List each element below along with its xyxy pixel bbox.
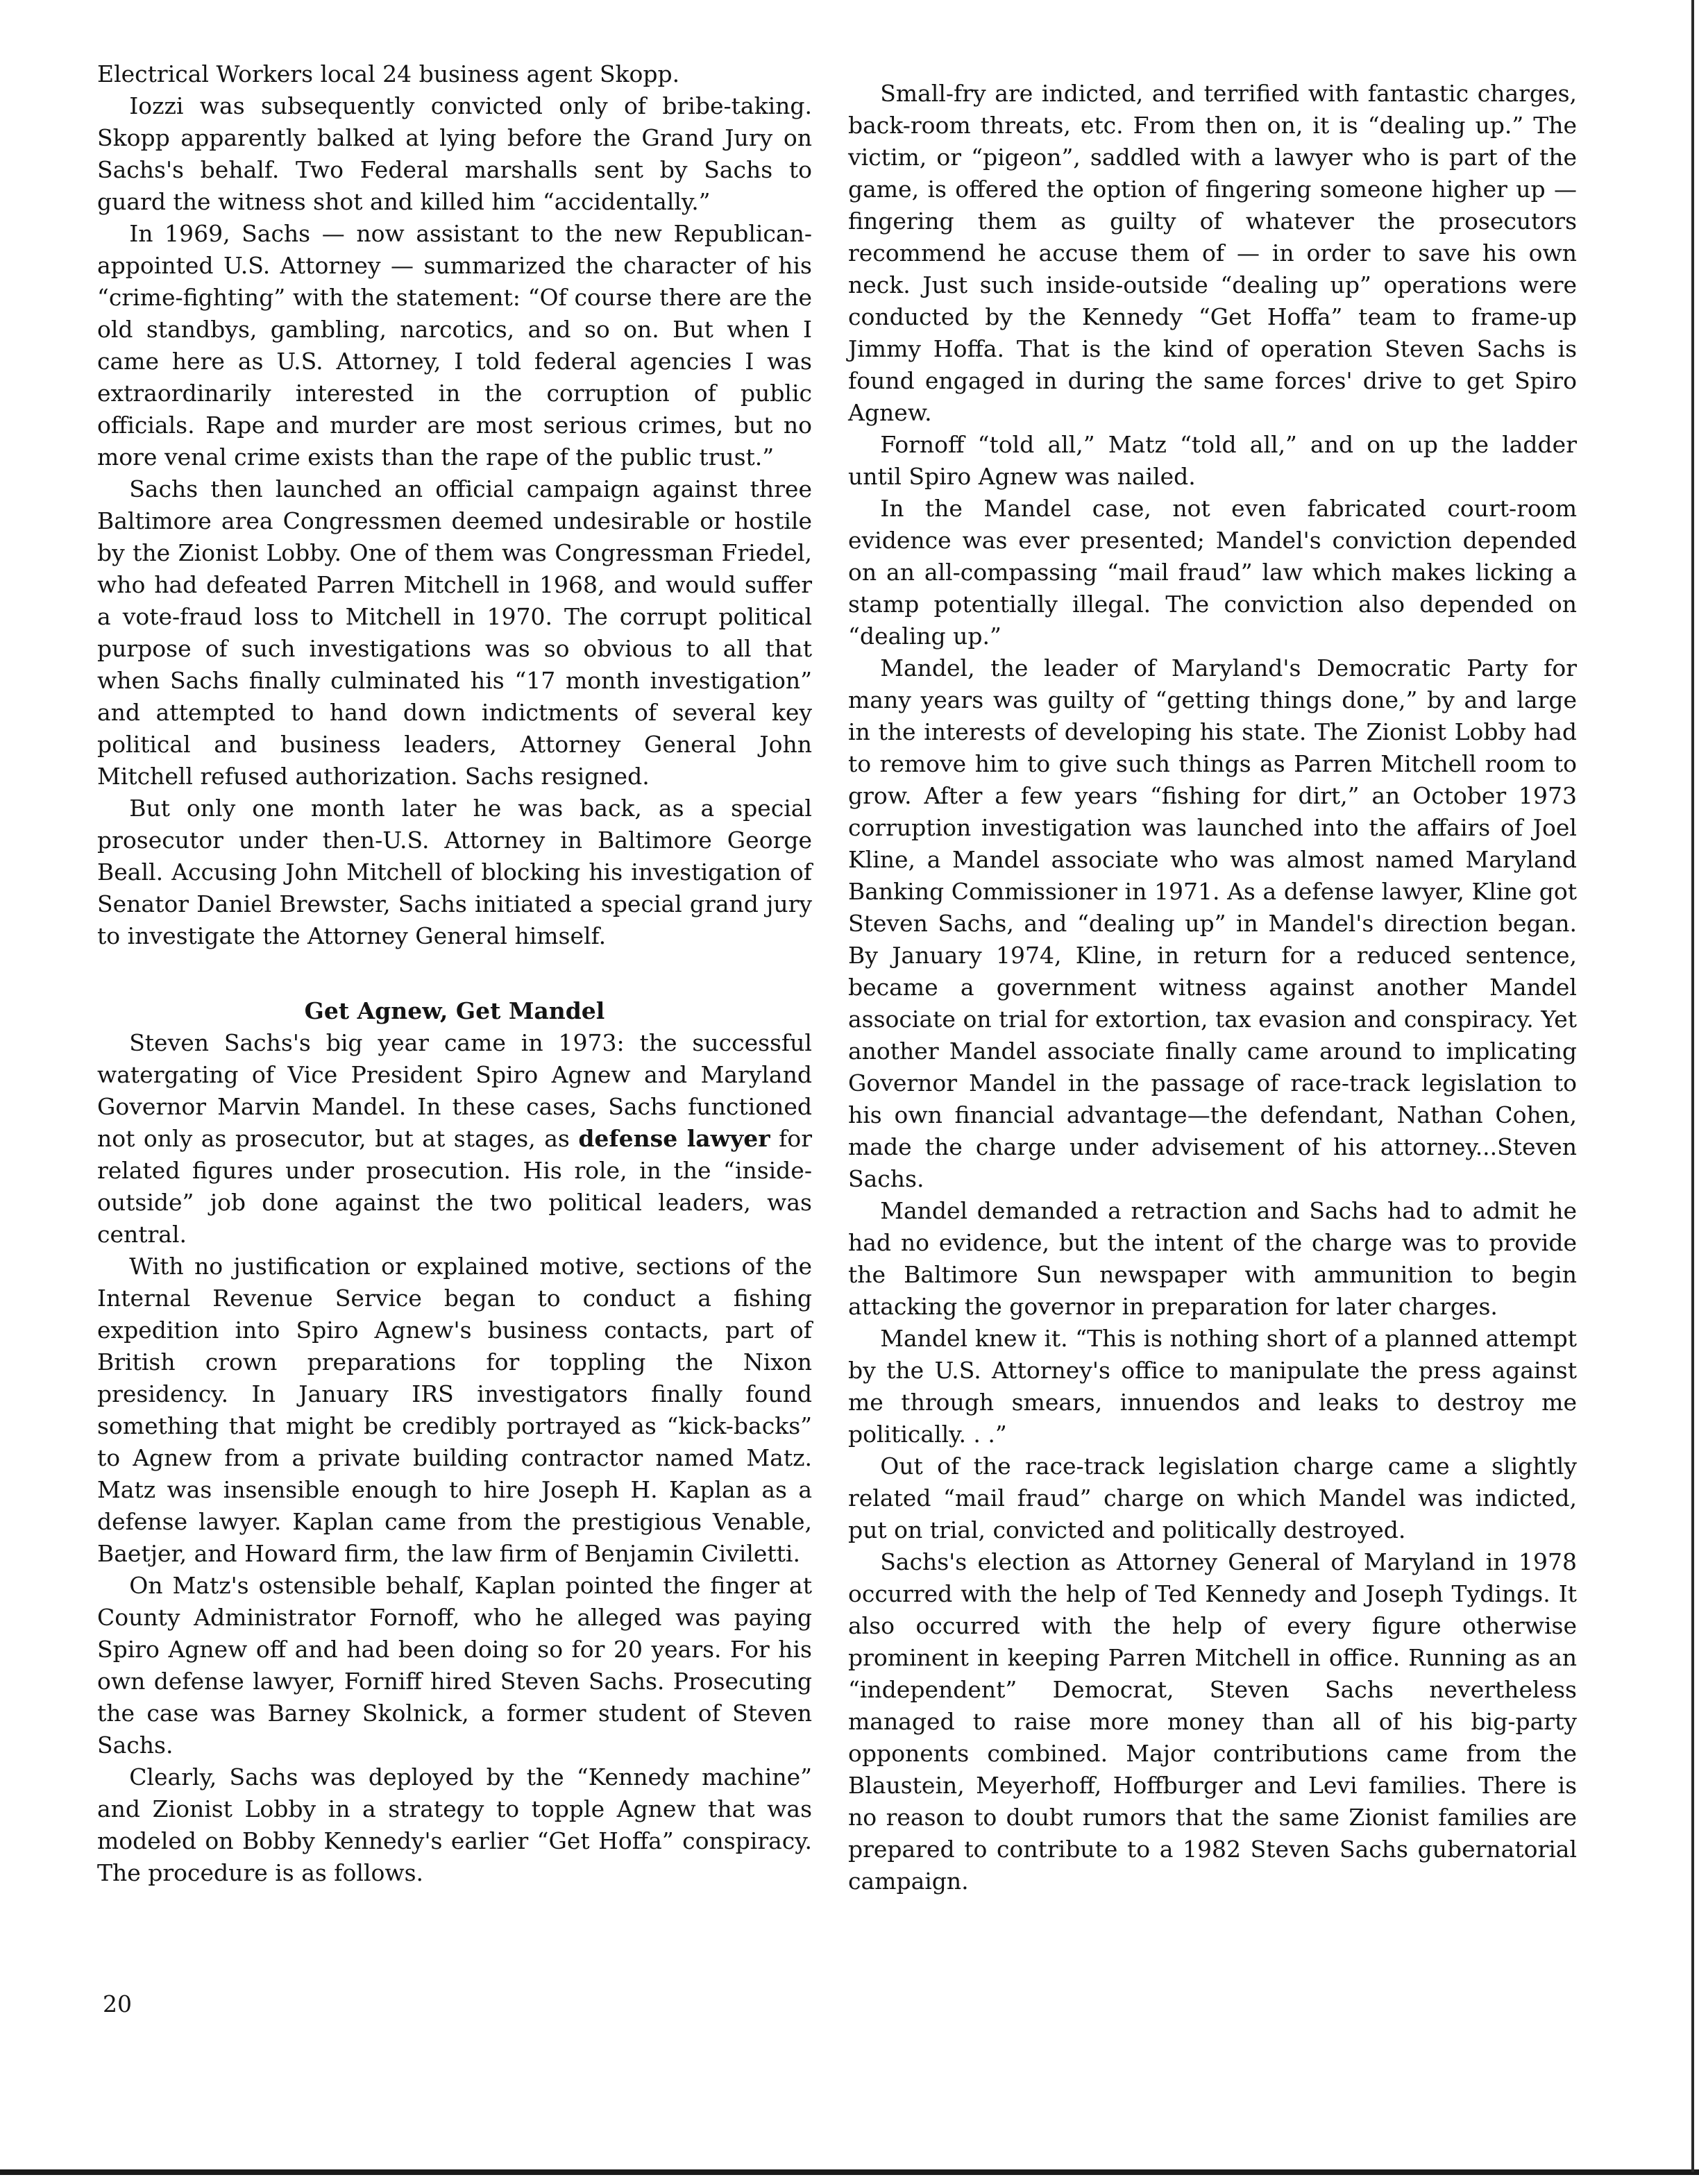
paragraph: Mandel demanded a retraction and Sachs had to admit he had no evidence, but the intent of the charge was to provide the Baltimore Sun newspaper with ammunition to begin attacking the governor in preparation for later charges. (848, 1197, 1577, 1320)
paragraph: In 1969, Sachs — now assistant to the new Republican-appointed U.S. Attorney — summarized the character of his “crime-fighting” with the statement: “Of course there are the old standbys, gambling, narcotics, and so on. But when I came here as U.S. Attorney, I told federal agencies I was extraordinarily interested in the corruption of public officials. Rape and murder are most serious crimes, but no more venal crime exists than the rape of the public trust.” (97, 220, 812, 471)
right-edge-rule (1691, 0, 1694, 2172)
paragraph: Mandel knew it. “This is nothing short of a planned attempt by the U.S. Attorney's office to manipulate the press against me through smears, innuendos and leaks to destroy me politically. . .” (848, 1325, 1577, 1448)
paragraph: With no justification or explained motive, sections of the Internal Revenue Service began to conduct a fishing expedition into Spiro Agnew's business contacts, part of British crown preparations for toppling the Nixon presidency. In January IRS investigators finally found something that might be credibly portrayed as “kick-backs” to Agnew from a private building contractor named Matz. Matz was insensible enough to hire Joseph H. Kaplan as a defense lawyer. Kaplan came from the prestigious Venable, Baetjer, and Howard firm, the law firm of Benjamin Civiletti. (97, 1253, 812, 1567)
paragraph (97, 1027, 812, 1251)
paragraph: Small-fry are indicted, and terrified with fantastic charges, back-room threats, etc. From then on, it is “dealing up.” The victim, or “pigeon”, saddled with a lawyer who is part of the game, is offered the option of fingering someone higher up — fingering them as guilty of whatever the prosecutors recommend he accuse them of — in order to save his own neck. Just such inside-outside “dealing up” operations were conducted by the Kennedy “Get Hoffa” team to frame-up Jimmy Hoffa. That is the kind of operation Steven Sachs is found engaged in during the same forces' drive to get Spiro Agnew. (848, 80, 1577, 426)
paragraph: On Matz's ostensible behalf, Kaplan pointed the finger at County Administrator Fornoff, who he alleged was paying Spiro Agnew off and had been doing so for 20 years. For his own defense lawyer, Forniff hired Steven Sachs. Prosecuting the case was Barney Skolnick, a former student of Steven Sachs. (97, 1572, 812, 1759)
page-number: 20 (103, 1990, 132, 2017)
paragraph: Sachs's election as Attorney General of Maryland in 1978 occurred with the help of Ted Kennedy and Joseph Tydings. It also occurred with the help of every figure otherwise prominent in keeping Parren Mitchell in office. Running as an “independent” Democrat, Steven Sachs nevertheless managed to raise more money than all of his big-party opponents combined. Major contributions came from the Blaustein, Meyerhoff, Hoffburger and Levi families. There is no reason to doubt rumors that the same Zionist families are prepared to contribute to a 1982 Steven Sachs gubernatorial campaign. (848, 1548, 1577, 1895)
paragraph: But only one month later he was back, as a special prosecutor under then-U.S. Attorney in Baltimore George Beall. Accusing John Mitchell of blocking his investigation of Senator Daniel Brewster, Sachs initiated a special grand jury to investigate the Attorney General himself. (97, 795, 812, 949)
text-run: Steven Sachs's big year came in 1973: the successful watergating of Vice President Spiro Agnew and Maryland Governor Marvin Mandel. In these cases, Sachs functioned not only as prosecutor, but at stages, as (97, 1029, 812, 1152)
right-column (848, 78, 1577, 1897)
paragraph: Electrical Workers local 24 business agent Skopp. (97, 60, 680, 87)
bold-text-run: defense lawyer (578, 1125, 770, 1152)
paragraph: Mandel, the leader of Maryland's Democratic Party for many years was guilty of “getting things done,” by and large in the interests of developing his state. The Zionist Lobby had to remove him to give such things as Parren Mitchell room to grow. After a few years “fishing for dirt,” an October 1973 corruption investigation was launched into the affairs of Joel Kline, a Mandel associate who was almost named Maryland Banking Commissioner in 1971. As a defense lawyer, Kline got Steven Sachs, and “dealing up” in Mandel's direction began. By January 1974, Kline, in return for a reduced sentence, became a government witness against another Mandel associate on trial for extortion, tax evasion and conspiracy. Yet another Mandel associate finally came around to implicating Governor Mandel in the passage of race-track legislation to his own financial advantage—the defendant, Nathan Cohen, made the charge under advisement of his attorney...Steven Sachs. (848, 654, 1577, 1192)
paragraph: Fornoff “told all,” Matz “told all,” and on up the ladder until Spiro Agnew was nailed. (848, 431, 1577, 490)
section-heading: Get Agnew, Get Mandel (304, 997, 605, 1024)
left-column (97, 58, 812, 1889)
paragraph: Out of the race-track legislation charge came a slightly related “mail fraud” charge on which Mandel was indicted, put on trial, convicted and politically destroyed. (848, 1453, 1577, 1543)
paragraph: Clearly, Sachs was deployed by the “Kennedy machine” and Zionist Lobby in a strategy to topple Agnew that was modeled on Bobby Kennedy's earlier “Get Hoffa” conspiracy. The procedure is as follows. (97, 1763, 812, 1886)
paragraph: In the Mandel case, not even fabricated court-room evidence was ever presented; Mandel's conviction depended on an all-compassing “mail fraud” law which makes licking a stamp potentially illegal. The conviction also depended on “dealing up.” (848, 495, 1577, 650)
paragraph: Sachs then launched an official campaign against three Baltimore area Congressmen deemed undesirable or hostile by the Zionist Lobby. One of them was Congressman Friedel, who had defeated Parren Mitchell in 1968, and would suffer a vote-fraud loss to Mitchell in 1970. The corrupt political purpose of such investigations was so obvious to all that when Sachs finally culminated his “17 month investigation” and attempted to hand down indictments of several key political and business leaders, Attorney General John Mitchell refused authorization. Sachs resigned. (97, 475, 812, 790)
bottom-border-rule (0, 2169, 1699, 2175)
text-run: for related figures under prosecution. His role, in the “inside-outside” job done against the two political leaders, was central. (97, 1125, 812, 1248)
paragraph: Iozzi was subsequently convicted only of bribe-taking. Skopp apparently balked at lying before the Grand Jury on Sachs's behalf. Two Federal marshalls sent by Sachs to guard the witness shot and killed him “accidentally.” (97, 92, 812, 215)
